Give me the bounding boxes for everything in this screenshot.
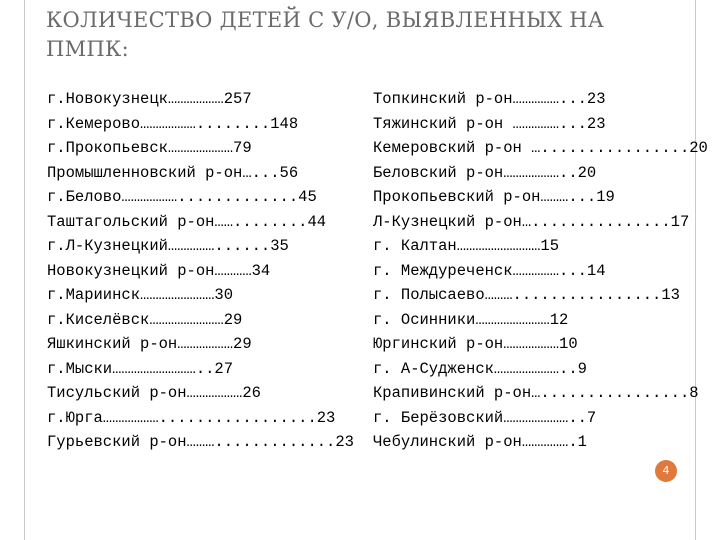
list-item: г.Мыски………………………..27 <box>47 359 234 378</box>
list-item: Топкинский р-он……………...23 <box>373 90 606 108</box>
right-column <box>373 87 708 455</box>
list-item: г.Белово……………….............45 <box>47 188 317 206</box>
list-item: г.Киселёвск……………………29 <box>47 310 243 329</box>
list-item: Крапивинский р-он…................8 <box>373 384 699 402</box>
list-item: г.Мариинск……………………30 <box>47 286 234 304</box>
list-item: г.Л-Кузнецкий……………......35 <box>47 237 289 255</box>
list-item: г.Новокузнецк………………257 <box>47 90 252 108</box>
list-item: г. Полысаево………................13 <box>373 286 680 304</box>
list-item: Новокузнецкий р-он…………34 <box>47 261 271 280</box>
page-title: КОЛИЧЕСТВО ДЕТЕЙ С У/О, ВЫЯВЛЕННЫХ НА ПМПК: <box>46 8 605 61</box>
list-item: г.Прокопьевск…………………79 <box>47 139 252 157</box>
page-number-badge: 4 <box>655 460 677 482</box>
list-item: г.Юрга……………….................23 <box>47 408 336 427</box>
left-column <box>47 87 354 455</box>
list-item: г. Берёзовский…………………..7 <box>373 408 597 427</box>
list-item: Тяжинский р-он ……………...23 <box>373 114 606 133</box>
list-item: Яшкинский р-он………………29 <box>47 335 252 353</box>
list-item: Таштагольский р-он……........44 <box>47 212 327 231</box>
list-item: г. А-Судженск…………………..9 <box>373 359 587 378</box>
list-item: Л-Кузнецкий р-он…...............17 <box>373 212 690 231</box>
list-item: г. Осинники……………………12 <box>373 310 569 329</box>
list-item: Беловский р-он………………..20 <box>373 163 597 182</box>
list-item: Промышленновский р-он…...56 <box>47 163 299 182</box>
list-item: Прокопьевский р-он………...19 <box>373 188 615 206</box>
list-item: Тисульский р-он………………26 <box>47 384 261 402</box>
list-item: Юргинский р-он………………10 <box>373 335 578 353</box>
list-item: Чебулинский р-он…………….1 <box>373 433 587 451</box>
list-item: г.Кемерово………………........148 <box>47 114 299 133</box>
list-item: г. Междуреченск……………...14 <box>373 261 606 280</box>
list-item: г. Калтан………………………15 <box>373 237 560 255</box>
list-item: Кемеровский р-он …................20 <box>373 139 708 157</box>
list-item: Гурьевский р-он……….............23 <box>47 433 354 451</box>
